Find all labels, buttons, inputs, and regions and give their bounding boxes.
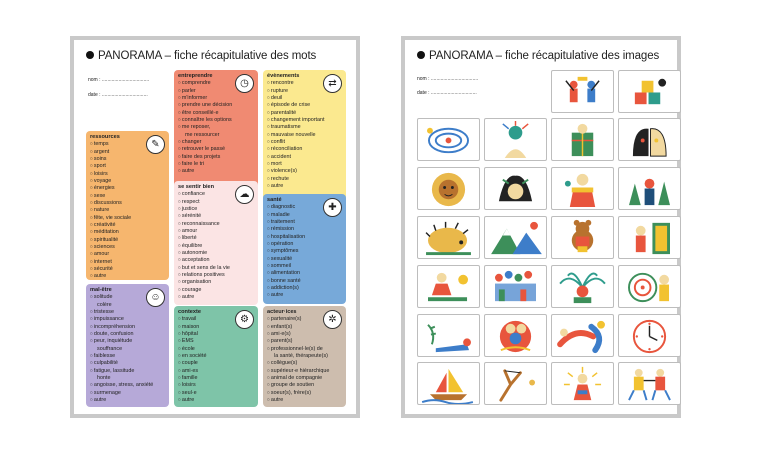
option-checkbox[interactable]: ○ faire le tri bbox=[178, 161, 254, 168]
option-checkbox[interactable]: ○ internet bbox=[90, 259, 165, 266]
option-checkbox[interactable]: ○ couple bbox=[178, 360, 254, 367]
illustration-card[interactable] bbox=[618, 118, 681, 161]
illustration-card[interactable] bbox=[551, 167, 614, 210]
option-checkbox[interactable]: ○ enfant(s) bbox=[267, 324, 342, 331]
option-checkbox[interactable]: ○ sport bbox=[90, 163, 165, 170]
option-checkbox[interactable]: ○ connaître les options bbox=[178, 117, 254, 124]
option-checkbox[interactable]: ○ partenaire(s) bbox=[267, 316, 342, 323]
sitting-figure-icon bbox=[418, 266, 479, 307]
option-list bbox=[178, 191, 254, 301]
option-checkbox[interactable]: ○ méditation bbox=[90, 229, 165, 236]
teddy-bear-icon bbox=[552, 217, 613, 258]
option-checkbox[interactable]: ○ fête, vie sociale bbox=[90, 215, 165, 222]
illustration-card[interactable] bbox=[417, 167, 480, 210]
illustration-card[interactable] bbox=[484, 265, 547, 308]
option-checkbox[interactable]: ○ faiblesse bbox=[90, 353, 165, 360]
option-checkbox[interactable]: ○ impuissance bbox=[90, 316, 165, 323]
option-checkbox[interactable]: ○ sciences bbox=[90, 244, 165, 251]
option-checkbox[interactable]: ○ doute, confusion bbox=[90, 331, 165, 338]
option-checkbox[interactable]: ○ hospitalisation bbox=[267, 234, 342, 241]
card-ressources bbox=[86, 131, 169, 280]
card-contexte bbox=[174, 306, 258, 407]
leaves-head-icon bbox=[485, 168, 546, 209]
option-list bbox=[267, 80, 342, 190]
option-checkbox[interactable]: ○ peur, inquiétude bbox=[90, 338, 165, 345]
illustration-card[interactable] bbox=[551, 70, 614, 113]
illustration-card[interactable] bbox=[417, 216, 480, 259]
illustration-card[interactable] bbox=[551, 314, 614, 357]
option-checkbox[interactable]: ○ spiritualité bbox=[90, 237, 165, 244]
option-checkbox[interactable]: ○ me reposer, bbox=[178, 124, 254, 131]
option-checkbox[interactable]: ○ incompréhension bbox=[90, 324, 165, 331]
card-title: mal-être bbox=[90, 287, 112, 293]
option-checkbox[interactable]: ○ seul·e bbox=[178, 390, 254, 397]
illustration-card[interactable] bbox=[484, 314, 547, 357]
option-checkbox[interactable]: ○ autonomie bbox=[178, 250, 254, 257]
option-checkbox[interactable]: ○ sécurité bbox=[90, 266, 165, 273]
option-list bbox=[90, 294, 165, 404]
option-checkbox[interactable]: ○ alimentation bbox=[267, 270, 342, 277]
option-checkbox[interactable]: ○ être conseillé·e bbox=[178, 110, 254, 117]
option-checkbox[interactable]: ○ autre bbox=[267, 397, 342, 404]
card-sante bbox=[263, 194, 346, 304]
option-checkbox[interactable]: ○ accident bbox=[267, 154, 342, 161]
option-checkbox[interactable]: ○ respect bbox=[178, 199, 254, 206]
illustration-card[interactable] bbox=[417, 314, 480, 357]
option-checkbox[interactable]: souffrance bbox=[97, 345, 123, 352]
illustration-card[interactable] bbox=[618, 362, 681, 405]
name-field[interactable]: nom : .................................. bbox=[88, 77, 150, 83]
option-checkbox[interactable]: ○ sommeil bbox=[267, 263, 342, 270]
option-checkbox[interactable]: ○ autre bbox=[178, 294, 254, 301]
option-checkbox[interactable]: ○ parent(s) bbox=[267, 338, 342, 345]
option-list bbox=[90, 141, 165, 280]
option-checkbox[interactable]: la santé, thérapeute(s) bbox=[274, 353, 328, 360]
option-checkbox[interactable]: ○ solitude bbox=[90, 294, 165, 301]
illustration-card[interactable] bbox=[551, 216, 614, 259]
option-checkbox[interactable]: ○ confiance bbox=[178, 191, 254, 198]
illustration-card[interactable] bbox=[484, 362, 547, 405]
card-title: santé bbox=[267, 197, 282, 203]
date-field[interactable]: date : ................................. bbox=[417, 90, 477, 96]
labyrinth-head-icon bbox=[418, 119, 479, 160]
card-title: entreprendre bbox=[178, 73, 213, 79]
option-checkbox[interactable]: ○ discussions bbox=[90, 200, 165, 207]
card-title: contexte bbox=[178, 309, 202, 315]
option-checkbox[interactable]: ○ autre bbox=[267, 292, 342, 299]
option-checkbox[interactable]: ○ temps bbox=[90, 141, 165, 148]
option-checkbox[interactable]: ○ autre bbox=[178, 397, 254, 404]
words-sheet-title: PANORAMA – fiche récapitulative des mots bbox=[86, 50, 316, 62]
option-checkbox[interactable]: ○ soins bbox=[90, 156, 165, 163]
illustration-card[interactable] bbox=[618, 265, 681, 308]
plaid-figure-icon bbox=[552, 119, 613, 160]
cloud-icon: ☁ bbox=[235, 185, 254, 204]
bullet-icon bbox=[417, 51, 425, 59]
option-list bbox=[267, 204, 342, 299]
palette-icon: ✎ bbox=[146, 135, 165, 154]
option-checkbox[interactable]: ○ autre bbox=[267, 183, 342, 190]
illustration-card[interactable] bbox=[551, 118, 614, 161]
option-checkbox[interactable]: ○ épisode de crise bbox=[267, 102, 342, 109]
lion-face-icon bbox=[418, 168, 479, 209]
option-checkbox[interactable]: ○ violence(s) bbox=[267, 168, 342, 175]
option-checkbox[interactable]: ○ fatigue, lassitude bbox=[90, 368, 165, 375]
option-checkbox[interactable]: ○ organisation bbox=[178, 279, 254, 286]
option-checkbox[interactable]: ○ animal de compagnie bbox=[267, 375, 342, 382]
option-checkbox[interactable]: ○ reconnaissance bbox=[178, 221, 254, 228]
illustration-card[interactable] bbox=[417, 118, 480, 161]
option-checkbox[interactable]: ○ changer bbox=[178, 139, 254, 146]
card-title: acteur·ices bbox=[267, 309, 297, 315]
illustration-card[interactable] bbox=[618, 314, 681, 357]
option-checkbox[interactable]: ○ comprendre bbox=[178, 80, 254, 87]
option-checkbox[interactable]: ○ symptômes bbox=[267, 248, 342, 255]
illustration-card[interactable] bbox=[417, 265, 480, 308]
forest-figure-icon bbox=[619, 168, 680, 209]
option-checkbox[interactable]: ○ rechute bbox=[267, 176, 342, 183]
option-checkbox[interactable]: colère bbox=[97, 301, 112, 308]
name-field[interactable]: nom : .................................. bbox=[417, 76, 479, 82]
option-checkbox[interactable]: ○ justice bbox=[178, 206, 254, 213]
option-checkbox[interactable]: ○ relations positives bbox=[178, 272, 254, 279]
option-checkbox[interactable]: ○ mort bbox=[267, 161, 342, 168]
option-checkbox[interactable]: ○ soeur(s), frère(s) bbox=[267, 390, 342, 397]
option-checkbox[interactable]: ○ retrouver le passé bbox=[178, 146, 254, 153]
option-checkbox[interactable]: ○ professionnel·le(s) de bbox=[267, 346, 342, 353]
dancing-figures-icon bbox=[619, 363, 680, 404]
option-checkbox[interactable]: ○ tristesse bbox=[90, 309, 165, 316]
option-checkbox[interactable]: ○ nature bbox=[90, 207, 165, 214]
option-checkbox[interactable]: honte bbox=[97, 375, 111, 382]
card-title: se sentir bien bbox=[178, 184, 215, 190]
option-checkbox[interactable]: ○ énergies bbox=[90, 185, 165, 192]
option-checkbox[interactable]: ○ courage bbox=[178, 287, 254, 294]
option-checkbox[interactable]: ○ rupture bbox=[267, 88, 342, 95]
clock-icon: ◷ bbox=[235, 74, 254, 93]
option-checkbox[interactable]: ○ amour bbox=[90, 251, 165, 258]
gear-icon: ⚙ bbox=[235, 310, 254, 329]
option-checkbox[interactable]: ○ maison bbox=[178, 324, 254, 331]
option-checkbox[interactable]: ○ argent bbox=[90, 149, 165, 156]
option-checkbox[interactable]: ○ créativité bbox=[90, 222, 165, 229]
option-checkbox[interactable]: ○ autre bbox=[90, 273, 165, 280]
fountain-icon bbox=[552, 266, 613, 307]
option-checkbox[interactable]: ○ changement important bbox=[267, 117, 342, 124]
option-checkbox[interactable]: ○ prendre une décision bbox=[178, 102, 254, 109]
sailboat-icon bbox=[418, 363, 479, 404]
lifting-figures-icon bbox=[552, 315, 613, 356]
card-mal-etre bbox=[86, 284, 169, 407]
slingshot-icon bbox=[485, 363, 546, 404]
option-checkbox[interactable]: ○ bonne santé bbox=[267, 278, 342, 285]
crowd-icon bbox=[485, 266, 546, 307]
scarf-person-icon bbox=[552, 168, 613, 209]
option-checkbox[interactable]: ○ réconciliation bbox=[267, 146, 342, 153]
option-checkbox[interactable]: ○ faire des projets bbox=[178, 154, 254, 161]
option-checkbox[interactable]: ○ EMS bbox=[178, 338, 254, 345]
bullet-icon bbox=[86, 51, 94, 59]
illustration-card[interactable] bbox=[484, 216, 547, 259]
option-checkbox[interactable]: ○ loisirs bbox=[90, 171, 165, 178]
option-checkbox[interactable]: me ressourcer bbox=[185, 131, 220, 138]
option-checkbox[interactable]: ○ équilibre bbox=[178, 243, 254, 250]
option-checkbox[interactable]: ○ hôpital bbox=[178, 331, 254, 338]
option-checkbox[interactable]: ○ conflit bbox=[267, 139, 342, 146]
option-checkbox[interactable]: ○ autre bbox=[178, 168, 254, 175]
option-checkbox[interactable]: ○ parler bbox=[178, 88, 254, 95]
people-raising-arms-icon bbox=[552, 71, 613, 112]
illustration-card[interactable] bbox=[618, 167, 681, 210]
option-checkbox[interactable]: ○ école bbox=[178, 346, 254, 353]
option-checkbox[interactable]: ○ rencontre bbox=[267, 80, 342, 87]
illustration-card[interactable] bbox=[417, 362, 480, 405]
date-field[interactable]: date : ................................. bbox=[88, 92, 148, 98]
option-checkbox[interactable]: ○ deuil bbox=[267, 95, 342, 102]
option-checkbox[interactable]: ○ loisirs bbox=[178, 382, 254, 389]
option-checkbox[interactable]: ○ voyage bbox=[90, 178, 165, 185]
illustration-card[interactable] bbox=[618, 216, 681, 259]
medical-cross-icon: ✚ bbox=[323, 198, 342, 217]
option-checkbox[interactable]: ○ famille bbox=[178, 375, 254, 382]
hedgehog-icon bbox=[418, 217, 479, 258]
illustration-card[interactable] bbox=[484, 118, 547, 161]
option-checkbox[interactable]: ○ diagnostic bbox=[267, 204, 342, 211]
spiral-figure-icon bbox=[619, 266, 680, 307]
card-acteurs bbox=[263, 306, 346, 407]
option-checkbox[interactable]: ○ supérieur·e hiérarchique bbox=[267, 368, 342, 375]
option-checkbox[interactable]: ○ addiction(s) bbox=[267, 285, 342, 292]
option-checkbox[interactable]: ○ parentalité bbox=[267, 110, 342, 117]
option-checkbox[interactable]: ○ opération bbox=[267, 241, 342, 248]
option-checkbox[interactable]: ○ angoisse, stress, anxiété bbox=[90, 382, 165, 389]
option-checkbox[interactable]: ○ mauvaise nouvelle bbox=[267, 132, 342, 139]
radiant-figure-icon bbox=[552, 363, 613, 404]
option-list bbox=[267, 316, 342, 404]
option-checkbox[interactable]: ○ liberté bbox=[178, 235, 254, 242]
embrace-icon bbox=[485, 315, 546, 356]
clock-face-icon bbox=[619, 315, 680, 356]
words-summary-sheet bbox=[70, 36, 360, 418]
option-checkbox[interactable]: ○ culpabilité bbox=[90, 360, 165, 367]
option-checkbox[interactable]: ○ sexe bbox=[90, 193, 165, 200]
option-checkbox[interactable]: ○ amour bbox=[178, 228, 254, 235]
images-sheet-title: PANORAMA – fiche récapitulative des images bbox=[417, 50, 659, 62]
card-title: évènements bbox=[267, 73, 300, 79]
option-checkbox[interactable]: ○ sérénité bbox=[178, 213, 254, 220]
option-checkbox[interactable]: ○ collègue(s) bbox=[267, 360, 342, 367]
option-checkbox[interactable]: ○ ami·es bbox=[178, 368, 254, 375]
images-summary-sheet bbox=[401, 36, 681, 418]
illustration-card[interactable] bbox=[484, 167, 547, 210]
illustration-card[interactable] bbox=[551, 265, 614, 308]
option-checkbox[interactable]: ○ m'informer bbox=[178, 95, 254, 102]
option-checkbox[interactable]: ○ traitement bbox=[267, 219, 342, 226]
network-icon: ✲ bbox=[323, 310, 342, 329]
mountains-icon bbox=[485, 217, 546, 258]
option-checkbox[interactable]: ○ surmenage bbox=[90, 390, 165, 397]
illustration-card[interactable] bbox=[618, 70, 681, 113]
option-checkbox[interactable]: ○ sexualité bbox=[267, 256, 342, 263]
option-checkbox[interactable]: ○ rémission bbox=[267, 226, 342, 233]
card-se-sentir-bien bbox=[174, 181, 258, 305]
head-icon: ☺ bbox=[146, 288, 165, 307]
building-blocks-icon bbox=[619, 71, 680, 112]
option-checkbox[interactable]: ○ traumatisme bbox=[267, 124, 342, 131]
illustration-card[interactable] bbox=[551, 362, 614, 405]
two-faces-icon bbox=[619, 119, 680, 160]
option-checkbox[interactable]: ○ ami·e(s) bbox=[267, 331, 342, 338]
option-checkbox[interactable]: ○ travail bbox=[178, 316, 254, 323]
door-figure-icon bbox=[619, 217, 680, 258]
option-list bbox=[178, 80, 254, 175]
option-checkbox[interactable]: ○ maladie bbox=[267, 212, 342, 219]
option-checkbox[interactable]: ○ autre bbox=[90, 397, 165, 404]
fireworks-head-icon bbox=[485, 119, 546, 160]
option-checkbox[interactable]: ○ groupe de soutien bbox=[267, 382, 342, 389]
option-checkbox[interactable]: ○ acceptation bbox=[178, 257, 254, 264]
resting-figure-icon bbox=[418, 315, 479, 356]
option-checkbox[interactable]: ○ en société bbox=[178, 353, 254, 360]
option-list bbox=[178, 316, 254, 404]
card-title: ressources bbox=[90, 134, 120, 140]
option-checkbox[interactable]: ○ but et sens de la vie bbox=[178, 265, 254, 272]
arrows-icon: ⇄ bbox=[323, 74, 342, 93]
